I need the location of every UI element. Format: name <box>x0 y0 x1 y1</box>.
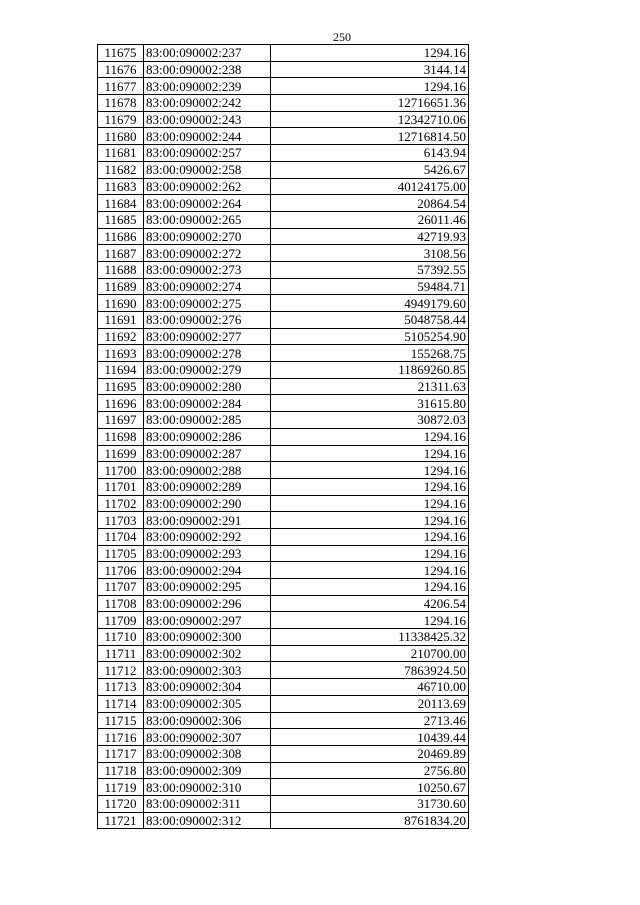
row-number-cell: 11696 <box>98 395 144 412</box>
row-number-cell: 11688 <box>98 261 144 278</box>
row-number-cell: 11686 <box>98 228 144 245</box>
row-number-cell: 11687 <box>98 245 144 262</box>
cadastral-value-cell: 1294.16 <box>271 462 469 479</box>
cadastral-value-cell: 7863924.50 <box>271 662 469 679</box>
cadastral-value-cell: 1294.16 <box>271 428 469 445</box>
table-row <box>98 161 469 178</box>
table-row <box>98 128 469 145</box>
cadastral-value-cell: 10439.44 <box>271 729 469 746</box>
cadastral-number-cell: 83:00:090002:291 <box>144 512 271 529</box>
cadastral-number-cell: 83:00:090002:258 <box>144 161 271 178</box>
cadastral-value-cell: 5048758.44 <box>271 312 469 329</box>
table-row <box>98 78 469 95</box>
cadastral-value-cell: 40124175.00 <box>271 178 469 195</box>
cadastral-number-cell: 83:00:090002:297 <box>144 612 271 629</box>
cadastral-value-cell: 11869260.85 <box>271 362 469 379</box>
row-number-cell: 11719 <box>98 779 144 796</box>
cadastral-value-cell: 31615.80 <box>271 395 469 412</box>
row-number-cell: 11712 <box>98 662 144 679</box>
cadastral-number-cell: 83:00:090002:280 <box>144 378 271 395</box>
table-row <box>98 45 469 62</box>
cadastral-value-cell: 2756.80 <box>271 762 469 779</box>
table-row <box>98 312 469 329</box>
cadastral-value-cell: 1294.16 <box>271 528 469 545</box>
table-row <box>98 211 469 228</box>
table-row <box>98 278 469 295</box>
table-row <box>98 545 469 562</box>
cadastral-value-cell: 2713.46 <box>271 712 469 729</box>
row-number-cell: 11689 <box>98 278 144 295</box>
row-number-cell: 11685 <box>98 211 144 228</box>
table-row <box>98 612 469 629</box>
row-number-cell: 11714 <box>98 695 144 712</box>
row-number-cell: 11704 <box>98 528 144 545</box>
cadastral-value-cell: 26011.46 <box>271 211 469 228</box>
cadastral-value-cell: 1294.16 <box>271 445 469 462</box>
cadastral-value-cell: 10250.67 <box>271 779 469 796</box>
cadastral-value-cell: 1294.16 <box>271 495 469 512</box>
cadastral-number-cell: 83:00:090002:262 <box>144 178 271 195</box>
row-number-cell: 11717 <box>98 745 144 762</box>
row-number-cell: 11699 <box>98 445 144 462</box>
cadastral-value-cell: 20113.69 <box>271 695 469 712</box>
cadastral-value-cell: 210700.00 <box>271 645 469 662</box>
row-number-cell: 11693 <box>98 345 144 362</box>
cadastral-number-cell: 83:00:090002:244 <box>144 128 271 145</box>
cadastral-value-cell: 1294.16 <box>271 562 469 579</box>
cadastral-value-cell: 5105254.90 <box>271 328 469 345</box>
cadastral-value-cell: 30872.03 <box>271 412 469 429</box>
row-number-cell: 11675 <box>98 45 144 62</box>
cadastral-value-cell: 20469.89 <box>271 745 469 762</box>
table-row <box>98 729 469 746</box>
table-row <box>98 779 469 796</box>
cadastral-number-cell: 83:00:090002:275 <box>144 295 271 312</box>
cadastral-value-cell: 1294.16 <box>271 612 469 629</box>
cadastral-value-cell: 42719.93 <box>271 228 469 245</box>
row-number-cell: 11720 <box>98 795 144 812</box>
row-number-cell: 11682 <box>98 161 144 178</box>
cadastral-value-cell: 59484.71 <box>271 278 469 295</box>
table-row <box>98 645 469 662</box>
row-number-cell: 11701 <box>98 478 144 495</box>
cadastral-number-cell: 83:00:090002:311 <box>144 795 271 812</box>
cadastral-number-cell: 83:00:090002:285 <box>144 412 271 429</box>
table-row <box>98 345 469 362</box>
cadastral-value-cell: 11338425.32 <box>271 629 469 646</box>
cadastral-number-cell: 83:00:090002:237 <box>144 45 271 62</box>
cadastral-value-cell: 1294.16 <box>271 45 469 62</box>
cadastral-number-cell: 83:00:090002:306 <box>144 712 271 729</box>
cadastral-number-cell: 83:00:090002:276 <box>144 312 271 329</box>
row-number-cell: 11705 <box>98 545 144 562</box>
table-row <box>98 679 469 696</box>
cadastral-value-cell: 3108.56 <box>271 245 469 262</box>
table-row <box>98 562 469 579</box>
table-row <box>98 328 469 345</box>
cadastral-value-cell: 4949179.60 <box>271 295 469 312</box>
row-number-cell: 11711 <box>98 645 144 662</box>
table-row <box>98 662 469 679</box>
table-row <box>98 428 469 445</box>
table-row <box>98 695 469 712</box>
row-number-cell: 11713 <box>98 679 144 696</box>
cadastral-number-cell: 83:00:090002:307 <box>144 729 271 746</box>
row-number-cell: 11703 <box>98 512 144 529</box>
row-number-cell: 11698 <box>98 428 144 445</box>
cadastral-number-cell: 83:00:090002:300 <box>144 629 271 646</box>
cadastral-number-cell: 83:00:090002:257 <box>144 145 271 162</box>
cadastral-value-table <box>97 44 469 829</box>
cadastral-number-cell: 83:00:090002:242 <box>144 95 271 112</box>
cadastral-value-cell: 3144.14 <box>271 61 469 78</box>
page-number: 250 <box>333 30 351 44</box>
table-row <box>98 462 469 479</box>
table-row <box>98 795 469 812</box>
table-row <box>98 412 469 429</box>
cadastral-number-cell: 83:00:090002:302 <box>144 645 271 662</box>
cadastral-number-cell: 83:00:090002:272 <box>144 245 271 262</box>
cadastral-number-cell: 83:00:090002:293 <box>144 545 271 562</box>
cadastral-number-cell: 83:00:090002:264 <box>144 195 271 212</box>
cadastral-value-cell: 20864.54 <box>271 195 469 212</box>
row-number-cell: 11716 <box>98 729 144 746</box>
cadastral-number-cell: 83:00:090002:310 <box>144 779 271 796</box>
cadastral-value-cell: 1294.16 <box>271 579 469 596</box>
cadastral-number-cell: 83:00:090002:239 <box>144 78 271 95</box>
table-row <box>98 762 469 779</box>
row-number-cell: 11692 <box>98 328 144 345</box>
cadastral-number-cell: 83:00:090002:243 <box>144 111 271 128</box>
table-row <box>98 478 469 495</box>
cadastral-value-cell: 1294.16 <box>271 545 469 562</box>
table-row <box>98 228 469 245</box>
cadastral-value-cell: 21311.63 <box>271 378 469 395</box>
row-number-cell: 11715 <box>98 712 144 729</box>
table-row <box>98 445 469 462</box>
cadastral-value-cell: 5426.67 <box>271 161 469 178</box>
cadastral-value-cell: 1294.16 <box>271 512 469 529</box>
row-number-cell: 11710 <box>98 629 144 646</box>
table-row <box>98 712 469 729</box>
cadastral-number-cell: 83:00:090002:277 <box>144 328 271 345</box>
row-number-cell: 11721 <box>98 812 144 829</box>
row-number-cell: 11678 <box>98 95 144 112</box>
row-number-cell: 11691 <box>98 312 144 329</box>
row-number-cell: 11718 <box>98 762 144 779</box>
cadastral-number-cell: 83:00:090002:274 <box>144 278 271 295</box>
cadastral-number-cell: 83:00:090002:286 <box>144 428 271 445</box>
table-row <box>98 295 469 312</box>
row-number-cell: 11690 <box>98 295 144 312</box>
table-row <box>98 362 469 379</box>
cadastral-number-cell: 83:00:090002:273 <box>144 261 271 278</box>
cadastral-value-cell: 8761834.20 <box>271 812 469 829</box>
row-number-cell: 11702 <box>98 495 144 512</box>
table-row <box>98 261 469 278</box>
cadastral-number-cell: 83:00:090002:294 <box>144 562 271 579</box>
table-row <box>98 812 469 829</box>
table-row <box>98 178 469 195</box>
cadastral-number-cell: 83:00:090002:270 <box>144 228 271 245</box>
table-row <box>98 512 469 529</box>
cadastral-number-cell: 83:00:090002:304 <box>144 679 271 696</box>
cadastral-number-cell: 83:00:090002:279 <box>144 362 271 379</box>
table-row <box>98 395 469 412</box>
cadastral-number-cell: 83:00:090002:288 <box>144 462 271 479</box>
table-row <box>98 111 469 128</box>
cadastral-value-cell: 6143.94 <box>271 145 469 162</box>
cadastral-value-cell: 12716814.50 <box>271 128 469 145</box>
cadastral-value-cell: 1294.16 <box>271 478 469 495</box>
row-number-cell: 11706 <box>98 562 144 579</box>
table-row <box>98 629 469 646</box>
row-number-cell: 11676 <box>98 61 144 78</box>
row-number-cell: 11707 <box>98 579 144 596</box>
cadastral-number-cell: 83:00:090002:289 <box>144 478 271 495</box>
row-number-cell: 11709 <box>98 612 144 629</box>
row-number-cell: 11697 <box>98 412 144 429</box>
cadastral-number-cell: 83:00:090002:290 <box>144 495 271 512</box>
cadastral-number-cell: 83:00:090002:303 <box>144 662 271 679</box>
table-row <box>98 745 469 762</box>
row-number-cell: 11695 <box>98 378 144 395</box>
row-number-cell: 11681 <box>98 145 144 162</box>
row-number-cell: 11694 <box>98 362 144 379</box>
cadastral-number-cell: 83:00:090002:309 <box>144 762 271 779</box>
cadastral-value-cell: 155268.75 <box>271 345 469 362</box>
table-row <box>98 95 469 112</box>
cadastral-number-cell: 83:00:090002:284 <box>144 395 271 412</box>
cadastral-value-cell: 4206.54 <box>271 595 469 612</box>
cadastral-number-cell: 83:00:090002:305 <box>144 695 271 712</box>
cadastral-number-cell: 83:00:090002:295 <box>144 579 271 596</box>
row-number-cell: 11683 <box>98 178 144 195</box>
cadastral-number-cell: 83:00:090002:296 <box>144 595 271 612</box>
table-row <box>98 61 469 78</box>
cadastral-number-cell: 83:00:090002:278 <box>144 345 271 362</box>
cadastral-value-cell: 1294.16 <box>271 78 469 95</box>
row-number-cell: 11708 <box>98 595 144 612</box>
cadastral-number-cell: 83:00:090002:292 <box>144 528 271 545</box>
table-row <box>98 528 469 545</box>
cadastral-number-cell: 83:00:090002:287 <box>144 445 271 462</box>
cadastral-number-cell: 83:00:090002:265 <box>144 211 271 228</box>
cadastral-value-cell: 31730.60 <box>271 795 469 812</box>
cadastral-value-cell: 46710.00 <box>271 679 469 696</box>
cadastral-value-cell: 12716651.36 <box>271 95 469 112</box>
row-number-cell: 11684 <box>98 195 144 212</box>
table-body <box>98 45 469 829</box>
table-row <box>98 145 469 162</box>
cadastral-number-cell: 83:00:090002:312 <box>144 812 271 829</box>
table-row <box>98 245 469 262</box>
row-number-cell: 11677 <box>98 78 144 95</box>
table-row <box>98 495 469 512</box>
row-number-cell: 11700 <box>98 462 144 479</box>
row-number-cell: 11679 <box>98 111 144 128</box>
table-row <box>98 378 469 395</box>
table-row <box>98 195 469 212</box>
cadastral-value-cell: 57392.55 <box>271 261 469 278</box>
cadastral-number-cell: 83:00:090002:308 <box>144 745 271 762</box>
row-number-cell: 11680 <box>98 128 144 145</box>
cadastral-number-cell: 83:00:090002:238 <box>144 61 271 78</box>
table-row <box>98 595 469 612</box>
table-row <box>98 579 469 596</box>
cadastral-value-cell: 12342710.06 <box>271 111 469 128</box>
